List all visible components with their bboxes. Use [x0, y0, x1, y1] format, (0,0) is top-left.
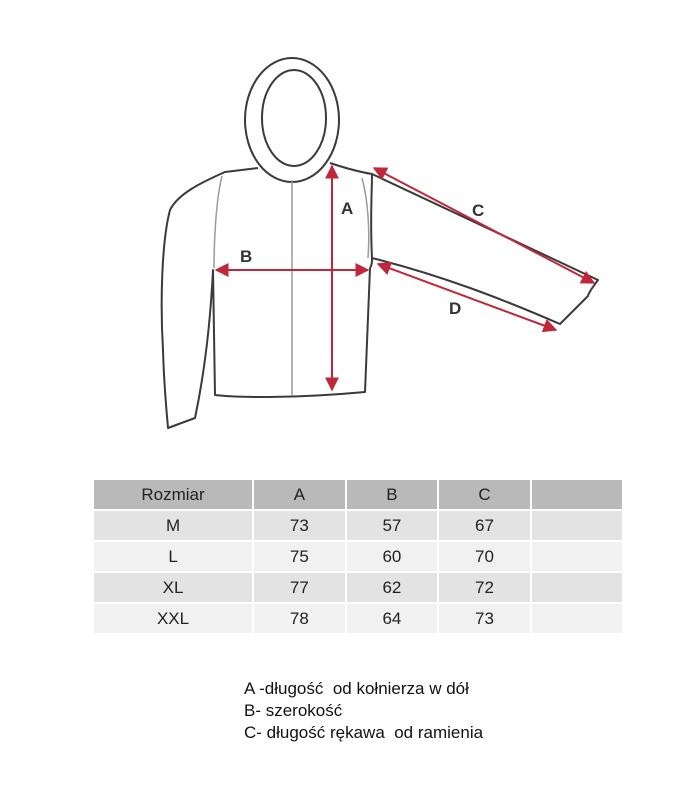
- header-a: A: [254, 480, 347, 511]
- header-empty: [532, 480, 624, 511]
- jacket-left-side: [162, 168, 370, 428]
- header-size: Rozmiar: [94, 480, 254, 511]
- legend-item-b: B- szerokość: [244, 701, 343, 720]
- cell-c: 72: [439, 573, 532, 604]
- cell-b: 57: [347, 511, 440, 542]
- cell-b: 60: [347, 542, 440, 573]
- cell-empty: [532, 511, 624, 542]
- label-a: A: [341, 199, 354, 218]
- cell-size: M: [94, 511, 254, 542]
- table-header-row: [94, 480, 624, 511]
- label-d: D: [449, 299, 462, 318]
- hood-inner: [262, 70, 326, 166]
- hood-outer: [245, 58, 339, 182]
- label-c: C: [472, 201, 485, 220]
- table-row: [94, 573, 624, 604]
- arrow-c: [374, 168, 594, 283]
- label-b: B: [240, 247, 253, 266]
- left-panel-seam: [214, 176, 222, 268]
- table-row: [94, 604, 624, 635]
- size-table: [94, 480, 624, 635]
- cell-b: 64: [347, 604, 440, 635]
- legend-item-a: A -długość od kołnierza w dół: [244, 679, 469, 698]
- cell-c: 70: [439, 542, 532, 573]
- cell-a: 78: [254, 604, 347, 635]
- header-b: B: [347, 480, 440, 511]
- cell-c: 67: [439, 511, 532, 542]
- cell-size: L: [94, 542, 254, 573]
- right-panel-seam: [362, 178, 369, 258]
- cell-a: 77: [254, 573, 347, 604]
- cell-empty: [532, 604, 624, 635]
- cell-b: 62: [347, 573, 440, 604]
- measure-arrows: [216, 166, 594, 390]
- measurement-legend: [244, 678, 483, 744]
- header-c: C: [439, 480, 532, 511]
- jacket-right-sleeve: [330, 163, 598, 324]
- cell-size: XL: [94, 573, 254, 604]
- cell-size: XXL: [94, 604, 254, 635]
- cell-empty: [532, 573, 624, 604]
- side-seam: [370, 258, 372, 268]
- table-row: [94, 542, 624, 573]
- arrow-d: [378, 264, 556, 330]
- legend-item-c: C- długość rękawa od ramienia: [244, 723, 484, 742]
- cell-c: 73: [439, 604, 532, 635]
- table-row: [94, 511, 624, 542]
- cell-empty: [532, 542, 624, 573]
- jacket-outline: [162, 58, 598, 428]
- cell-a: 73: [254, 511, 347, 542]
- cell-a: 75: [254, 542, 347, 573]
